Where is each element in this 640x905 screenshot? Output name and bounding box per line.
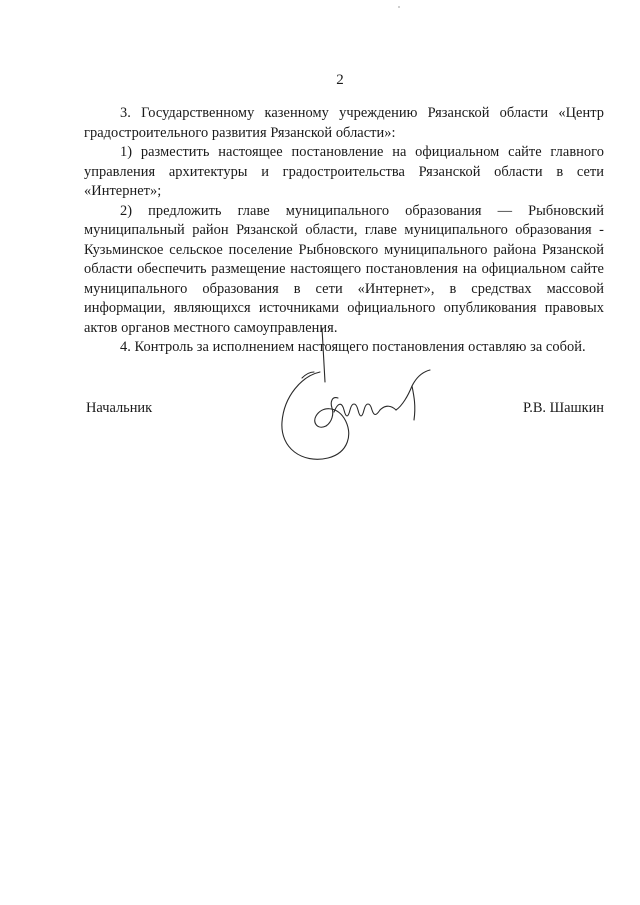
paragraph-subitem-1: 1) разместить настоящее постановление на официальном сайте главного управления архитектуры и градостроительства Рязанской области в сети «Интернет»; (84, 144, 604, 199)
paragraph-subitem-2: 2) предложить главе муниципального образования — Рыбновский муниципальный район Рязанской области, главе муниципального образования - Кузьминское сельское поселение Рыбновского муниципального района Рязанской области обеспечить размещение настоящего постановления на официальном сайте муниципального образования в сети «Интернет», в средствах массовой информации, являющихся источниками официального опубликования правовых актов органов местного самоуправления. (84, 202, 604, 336)
document-body (84, 104, 604, 358)
handwritten-signature (262, 326, 442, 478)
signatory-name: Р.В. Шашкин (523, 400, 604, 416)
signatory-title: Начальник (86, 400, 153, 416)
paragraph-item-3: 3. Государственному казенному учреждению Рязанской области «Центр градостроительного развития Рязанской области»: (84, 105, 604, 141)
scan-mark (398, 6, 400, 8)
page-number: 2 (336, 72, 344, 88)
paragraph-item-4: 4. Контроль за исполнением настоящего постановления оставляю за собой. (120, 339, 586, 355)
